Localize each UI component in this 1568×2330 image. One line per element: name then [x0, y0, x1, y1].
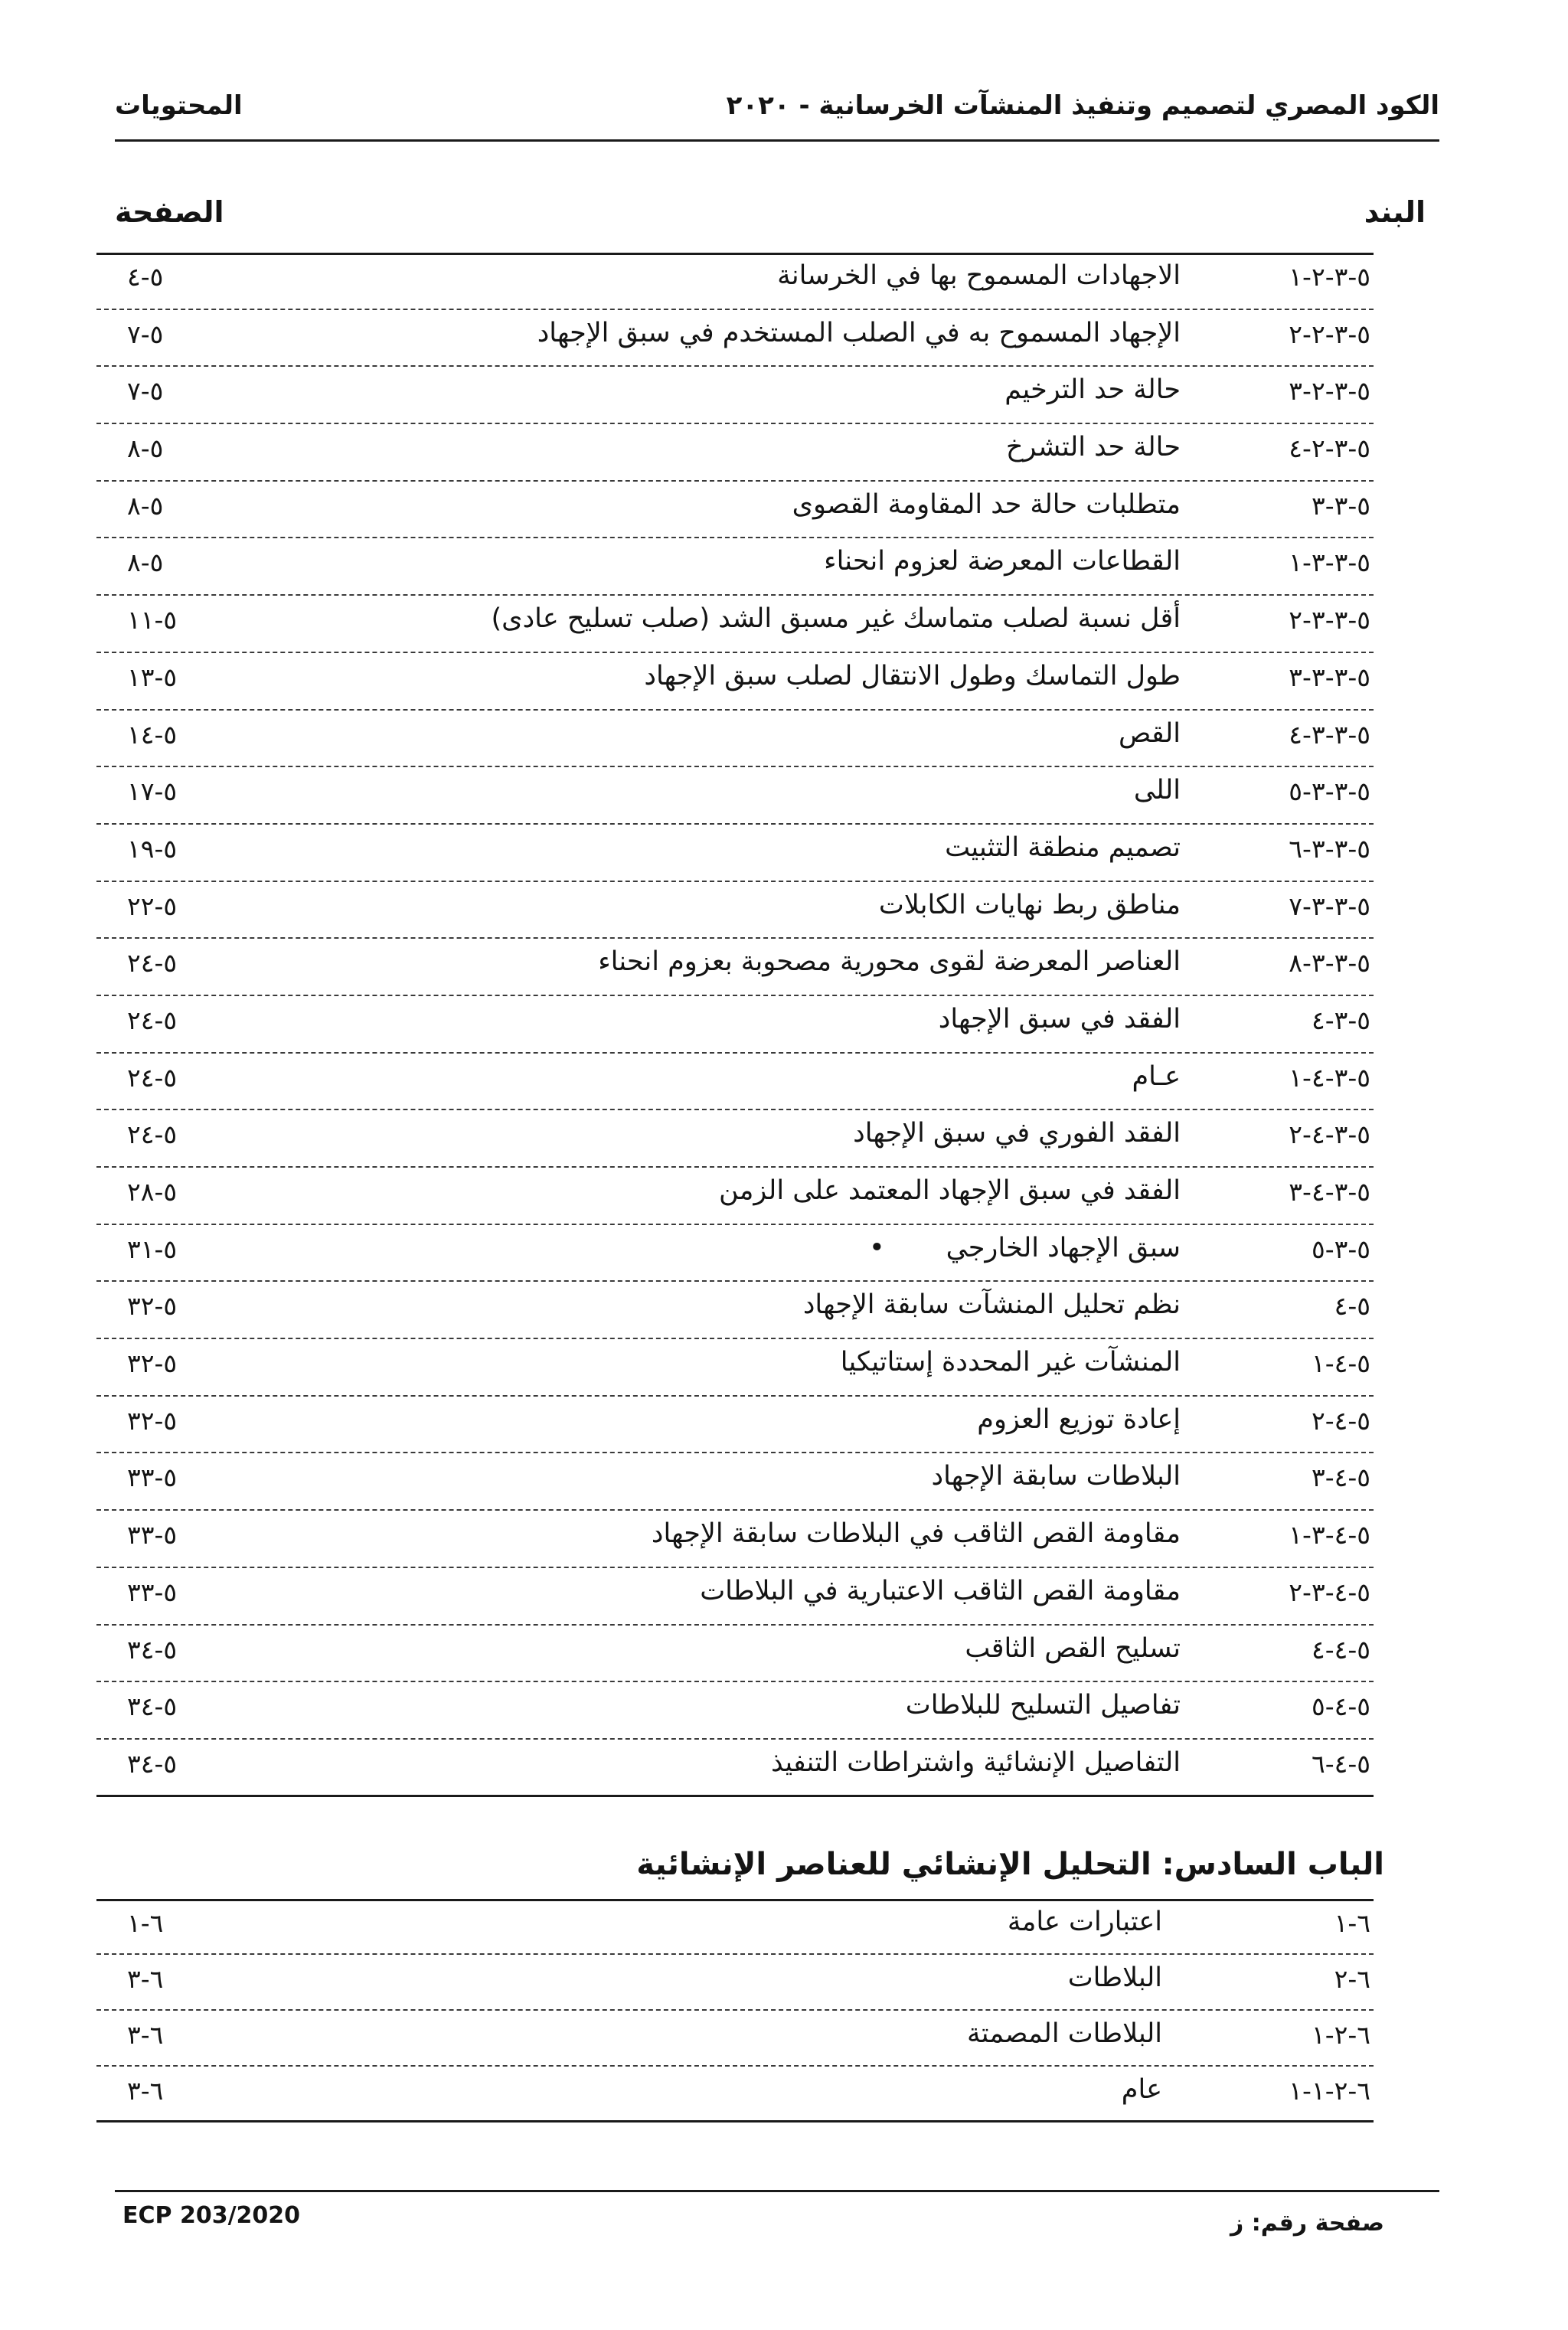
toc-row [84, 1453, 1386, 1511]
toc-item-title-text: التفاصيل الإنشائية واشتراطات التنفيذ [770, 1747, 1181, 1778]
toc-item-title-text: الإجهاد المسموح به في الصلب المستخدم في سبق الإجهاد [537, 317, 1181, 348]
toc-item-title [906, 1690, 1181, 1721]
toc-item-number: ٥-٤-٥ [1311, 1691, 1370, 1722]
toc-item-title-text: نظم تحليل المنشآت سابقة الإجهاد [802, 1289, 1181, 1321]
toc-item-page: ٥-٨ [127, 490, 164, 521]
toc-item-title-text: القطاعات المعرضة لعزوم انحناء [824, 546, 1181, 577]
toc-item-page: ٥-٣٤ [127, 1748, 178, 1779]
toc-item-title-text: حالة حد التشرخ [1005, 432, 1181, 463]
header-rule [115, 139, 1439, 142]
toc-item-title [932, 1461, 1181, 1492]
toc-item-title-text: سبق الإجهاد الخارجي [946, 1232, 1181, 1263]
toc-item-number: ٥-٤-٣-٢ [1289, 1577, 1370, 1607]
toc-item-title [1008, 1907, 1162, 1937]
toc-item-title [1068, 1962, 1162, 1993]
toc-row [84, 1282, 1386, 1339]
toc-item-title-text: تصميم منطقة التثبيت [945, 832, 1181, 863]
toc-item-number: ٥-٣-٥ [1311, 1234, 1370, 1264]
toc-item-title-text: العناصر المعرضة لقوى محورية مصحوبة بعزوم انحناء [598, 946, 1181, 978]
toc-item-number: ٥-٣-٢-٢ [1289, 319, 1370, 349]
bullet-icon: • [868, 1232, 885, 1263]
column-header-page: الصفحة [115, 195, 224, 229]
toc-item-number: ٥-٤-٣ [1311, 1462, 1370, 1493]
toc-item-title [939, 1004, 1181, 1034]
toc-item-title-text: المنشآت غير المحددة إستاتيكيا [840, 1347, 1181, 1378]
header-code-title: الكود المصري لتصميم وتنفيذ المنشآت الخرسانية - ٢٠٢٠ [726, 90, 1439, 121]
toc-row [84, 1339, 1386, 1397]
toc-item-title [492, 603, 1181, 634]
toc-item-title [1134, 775, 1181, 806]
footer-rule [115, 2190, 1439, 2192]
toc-item-number: ٥-٣-٢-٤ [1289, 433, 1370, 464]
toc-item-title [537, 318, 1181, 348]
toc-item-number: ٥-٣-٣-٤ [1289, 719, 1370, 750]
toc-item-title [824, 546, 1181, 577]
toc-item-title-text: مقاومة القص الثاقب الاعتبارية في البلاطات [700, 1575, 1181, 1606]
toc-item-page: ٦-٣ [127, 2020, 164, 2050]
toc-item-title [967, 2018, 1162, 2049]
toc-item-page: ٥-٨ [127, 433, 164, 464]
toc-item-number: ٥-٤-٢ [1311, 1405, 1370, 1436]
toc-item-title [1004, 374, 1181, 405]
toc-item-title-text: اللى [1133, 775, 1181, 806]
toc-item-number: ٥-٤ [1334, 1291, 1370, 1322]
toc-item-number: ٥-٤-٤ [1311, 1634, 1370, 1665]
toc-row [84, 2067, 1386, 2122]
toc-item-title-text: اعتبارات عامة [1007, 1907, 1162, 1937]
toc-item-title-text: تفاصيل التسليح للبلاطات [905, 1690, 1181, 1721]
toc-row [84, 653, 1386, 711]
toc-row [84, 367, 1386, 424]
toc-item-page: ٥-٣٢ [127, 1405, 178, 1436]
toc-item-number: ٥-٣-٣-١ [1289, 547, 1370, 578]
toc-row [84, 1899, 1386, 1955]
toc-row [84, 424, 1386, 482]
toc-item-number: ٥-٣-٣-٣ [1289, 662, 1370, 692]
toc-item-title-text: إعادة توزيع العزوم [977, 1404, 1181, 1435]
toc-row [84, 1740, 1386, 1797]
toc-item-title-text: أقل نسبة لصلب متماسك غير مسبق الشد (صلب تسليح عادى) [491, 603, 1181, 635]
toc-item-title [792, 489, 1181, 520]
toc-item-number: ٥-٣-٣-٨ [1289, 948, 1370, 979]
toc-item-number: ٦-٢ [1334, 1964, 1370, 1994]
page-header [115, 90, 1439, 139]
toc-item-title [700, 1576, 1181, 1606]
toc-item-title [945, 832, 1181, 863]
toc-item-page: ٥-٢٤ [127, 948, 178, 979]
toc-row [84, 1955, 1386, 2011]
toc-row [84, 1168, 1386, 1225]
toc-item-title [777, 260, 1181, 291]
toc-item-number: ٥-٣-٤ [1311, 1005, 1370, 1035]
toc-row [84, 1054, 1386, 1111]
toc-row [84, 825, 1386, 882]
toc-item-title [803, 1289, 1181, 1320]
toc-item-title [1119, 718, 1181, 749]
toc-item-page: ٥-١٣ [127, 662, 178, 692]
footer-code-ref: ECP 203/2020 [122, 2202, 301, 2229]
header-section-name: المحتويات [115, 90, 243, 121]
toc-item-title-text: الاجهادات المسموح بها في الخرسانة [777, 260, 1181, 291]
toc-item-title [1132, 1061, 1181, 1092]
toc-item-title [652, 1518, 1181, 1549]
toc-row [84, 1397, 1386, 1454]
toc-row [84, 767, 1386, 825]
toc-item-page: ٥-٤ [127, 262, 164, 292]
toc-item-title [853, 1118, 1181, 1149]
toc-item-page: ٥-٢٤ [127, 1119, 178, 1150]
toc-item-page: ٥-١٩ [127, 833, 178, 864]
toc-item-title-text: مقاومة القص الثاقب في البلاطات سابقة الإجهاد [651, 1518, 1181, 1550]
toc-row [84, 1682, 1386, 1740]
toc-item-number: ٥-٣-٣ [1311, 490, 1370, 521]
toc-item-page: ٥-٢٢ [127, 890, 178, 921]
toc-item-page: ٦-١ [127, 1908, 164, 1938]
toc-item-number: ٥-٣-٢-١ [1289, 262, 1370, 292]
toc-row [84, 2011, 1386, 2067]
toc-item-page: ٥-٧ [127, 376, 164, 407]
toc-row [84, 310, 1386, 368]
toc-item-title [1122, 2074, 1162, 2105]
toc-item-title [841, 1347, 1181, 1377]
toc-item-title-text: عام [1121, 2074, 1162, 2105]
toc-item-title [719, 1175, 1181, 1206]
toc-item-page: ٥-٣٣ [127, 1520, 178, 1551]
toc-row [84, 538, 1386, 596]
toc-item-page: ٥-٨ [127, 547, 164, 578]
chapter-six-heading: الباب السادس: التحليل الإنشائي للعناصر الإنشائية [636, 1847, 1384, 1882]
toc-item-page: ٥-١١ [127, 605, 178, 636]
toc-row [84, 1568, 1386, 1626]
toc-item-number: ٥-٣-٣-٥ [1289, 776, 1370, 807]
toc-item-number: ٥-٣-٤-١ [1289, 1062, 1370, 1093]
toc-item-title-text: الفقد في سبق الإجهاد المعتمد على الزمن [718, 1175, 1181, 1206]
toc-item-number: ٥-٣-٣-٢ [1289, 605, 1370, 636]
footer-page-number: صفحة رقم: ز [1230, 2210, 1384, 2237]
toc-item-page: ٦-٣ [127, 1964, 164, 1994]
toc-item-page: ٥-١٧ [127, 776, 178, 807]
toc-row [84, 939, 1386, 996]
toc-item-title-text: البلاطات [1067, 1962, 1162, 1993]
toc-row [84, 1511, 1386, 1568]
toc-row [84, 253, 1386, 310]
toc-row [84, 882, 1386, 940]
toc-item-number: ٥-٣-٤-٢ [1289, 1119, 1370, 1150]
toc-row [84, 1110, 1386, 1168]
toc-item-title-text: القص [1119, 717, 1181, 749]
toc-item-number: ٦-٢-١ [1311, 2020, 1370, 2050]
toc-table [84, 253, 1386, 1797]
toc-item-number: ٥-٣-٤-٣ [1289, 1177, 1370, 1207]
toc-item-title [771, 1747, 1181, 1778]
toc-item-page: ٥-٣٢ [127, 1348, 178, 1379]
toc-item-title-text: مناطق ربط نهايات الكابلات [878, 889, 1181, 920]
toc-item-title [965, 1633, 1181, 1664]
toc-row [84, 996, 1386, 1054]
toc-item-title [977, 1404, 1181, 1435]
toc-item-title-text: البلاطات سابقة الإجهاد [931, 1461, 1181, 1492]
toc-row [84, 482, 1386, 539]
toc-item-title [1006, 432, 1181, 462]
toc-item-page: ٦-٣ [127, 2076, 164, 2106]
toc-item-title [879, 890, 1181, 920]
toc-item-number: ٥-٣-٣-٦ [1289, 833, 1370, 864]
toc-item-page: ٥-٣٤ [127, 1634, 178, 1665]
toc-item-page: ٥-٣٤ [127, 1691, 178, 1722]
toc-item-number: ٦-١ [1334, 1908, 1370, 1938]
toc-row [84, 711, 1386, 768]
toc-item-number: ٥-٤-٦ [1311, 1748, 1370, 1779]
toc-row [84, 596, 1386, 653]
toc-row [84, 1225, 1386, 1283]
column-header-item: البند [1364, 195, 1426, 229]
toc-item-number: ٦-٢-١-١ [1289, 2076, 1370, 2106]
toc-item-title [598, 946, 1181, 977]
toc-item-title-text: حالة حد الترخيم [1004, 374, 1181, 406]
toc-item-title-text: متطلبات حالة حد المقاومة القصوى [792, 489, 1181, 520]
toc-item-title-text: تسليح القص الثاقب [965, 1632, 1181, 1664]
toc-item-title-text: الفقد في سبق الإجهاد [938, 1003, 1181, 1034]
toc-item-page: ٥-٧ [127, 319, 164, 349]
toc-item-number: ٥-٤-٣-١ [1289, 1520, 1370, 1551]
toc-item-page: ٥-٢٤ [127, 1005, 178, 1035]
toc-item-page: ٥-٢٤ [127, 1062, 178, 1093]
toc-item-number: ٥-٣-٢-٣ [1289, 376, 1370, 407]
toc-table-chapter-six [84, 1899, 1386, 2122]
toc-item-title-text: عـام [1132, 1060, 1181, 1092]
toc-item-page: ٥-٣٢ [127, 1291, 178, 1322]
toc-item-title [644, 661, 1181, 691]
toc-row [84, 1626, 1386, 1683]
toc-item-title [869, 1233, 1181, 1263]
toc-item-page: ٥-٢٨ [127, 1177, 178, 1207]
toc-item-page: ٥-٣٣ [127, 1462, 178, 1493]
toc-item-title-text: الفقد الفوري في سبق الإجهاد [853, 1118, 1181, 1149]
toc-item-page: ٥-٣١ [127, 1234, 178, 1264]
toc-item-page: ٥-١٤ [127, 719, 178, 750]
toc-item-title-text: البلاطات المصمتة [967, 2018, 1162, 2049]
toc-item-page: ٥-٣٣ [127, 1577, 178, 1607]
toc-item-number: ٥-٣-٣-٧ [1289, 890, 1370, 921]
toc-item-title-text: طول التماسك وطول الانتقال لصلب سبق الإجهاد [644, 660, 1181, 691]
toc-item-number: ٥-٤-١ [1311, 1348, 1370, 1379]
